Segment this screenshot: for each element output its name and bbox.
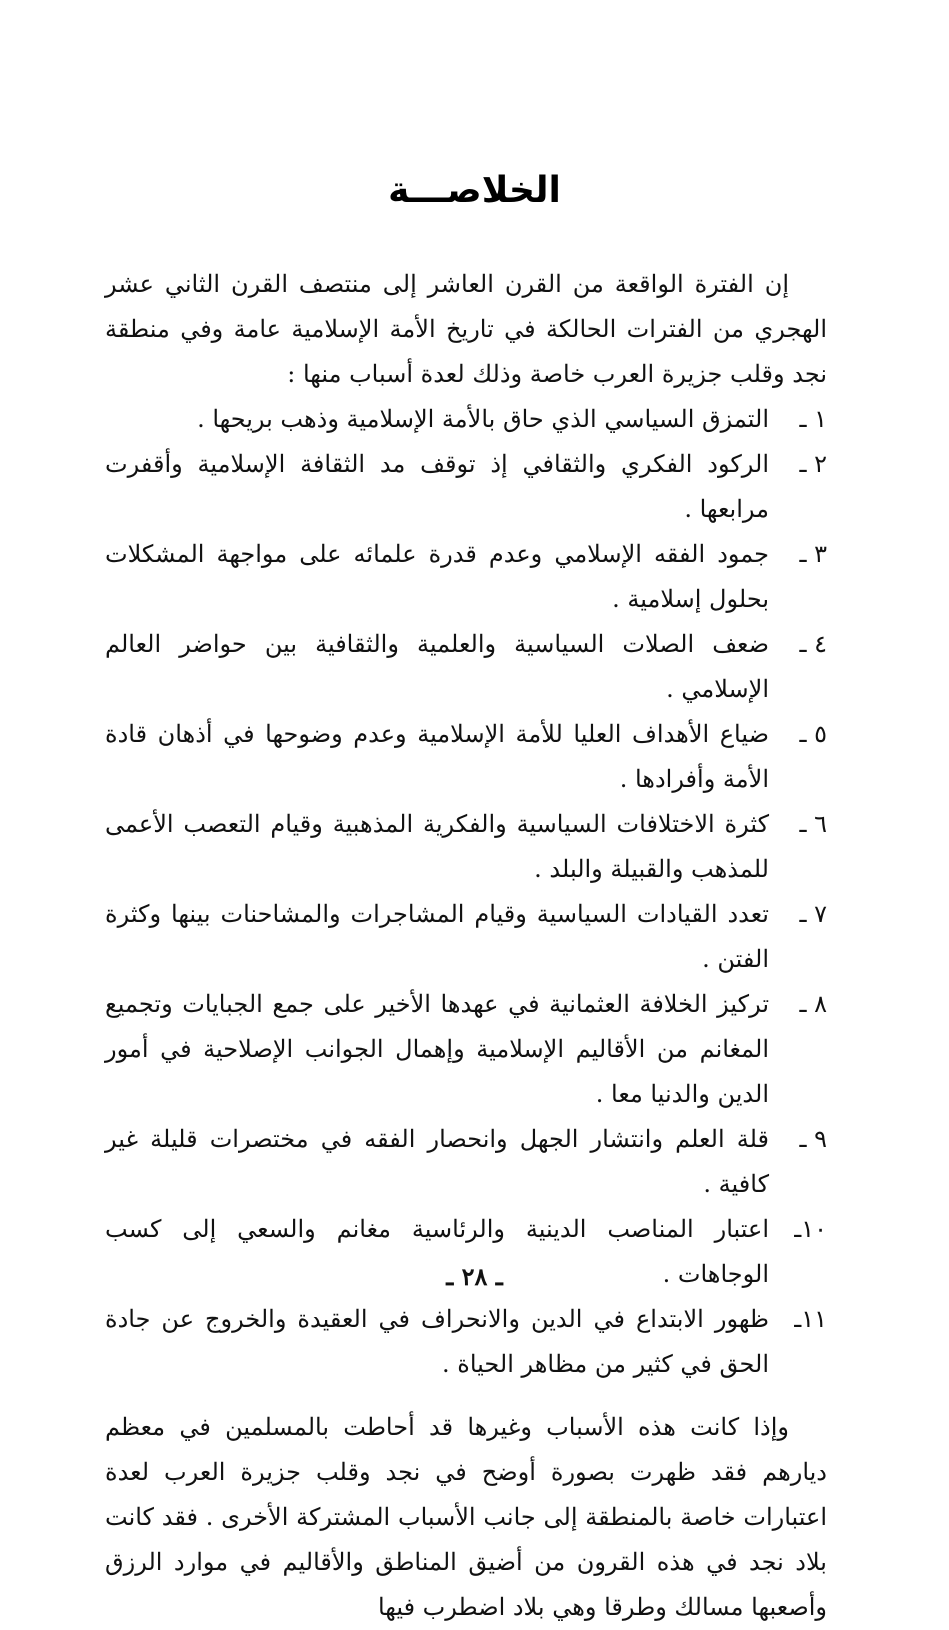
list-item xyxy=(105,622,827,712)
list-item-number: ٦ ـ xyxy=(799,810,827,838)
list-item-text: الركود الفكري والثقافي إذ توقف مد الثقافة الإسلامية وأقفرت مرابعها . xyxy=(105,450,769,523)
list-item-text: تركيز الخلافة العثمانية في عهدها الأخير على جمع الجبايات وتجميع المغانم من الأقاليم الإسلامية وإهمال الجوانب الإصلاحية في أمور الدين والدنيا معا . xyxy=(105,990,769,1108)
list-item-text: ضعف الصلات السياسية والعلمية والثقافية بين حواضر العالم الإسلامي . xyxy=(105,630,769,703)
list-item-number: ١٠ـ xyxy=(794,1215,827,1243)
list-item-text: قلة العلم وانتشار الجهل وانحصار الفقه في مختصرات قليلة غير كافية . xyxy=(105,1125,769,1198)
list-item-number: ١ ـ xyxy=(799,405,827,433)
list-item-number: ١١ـ xyxy=(794,1305,827,1333)
list-item-text: تعدد القيادات السياسية وقيام المشاجرات والمشاحنات بينها وكثرة الفتن . xyxy=(105,900,769,973)
list-item xyxy=(105,1117,827,1207)
list-item-number: ٧ ـ xyxy=(799,900,827,928)
list-item-text: ظهور الابتداع في الدين والانحراف في العقيدة والخروج عن جادة الحق في كثير من مظاهر الحياة . xyxy=(105,1305,770,1378)
causes-list xyxy=(105,397,827,1387)
list-item-number: ٥ ـ xyxy=(799,720,827,748)
page-number: ـ ٢٨ ـ xyxy=(446,1262,503,1291)
list-item-number: ٩ ـ xyxy=(799,1125,827,1153)
list-item-text: جمود الفقه الإسلامي وعدم قدرة علمائه على مواجهة المشكلات بحلول إسلامية . xyxy=(105,540,769,613)
list-item-number: ٨ ـ xyxy=(799,990,827,1018)
page-body xyxy=(105,262,827,1630)
closing-paragraph: وإذا كانت هذه الأسباب وغيرها قد أحاطت بالمسلمين في معظم ديارهم فقد ظهرت بصورة أوضح في نجد وقلب جزيرة العرب لعدة اعتبارات خاصة بالمنطقة إلى جانب الأسباب المشتركة الأخرى . فقد كانت بلاد نجد في هذه القرون من أضيق المناطق والأقاليم في موارد الرزق وأصعبها مسالك وطرقا وهي بلاد اضطرب فيها xyxy=(105,1413,827,1621)
page-title: الخلاصـــة xyxy=(388,170,561,211)
list-item-text: التمزق السياسي الذي حاق بالأمة الإسلامية وذهب بريحها . xyxy=(197,405,769,433)
list-item-number: ٣ ـ xyxy=(799,540,827,568)
list-item xyxy=(105,892,827,982)
list-item-number: ٤ ـ xyxy=(799,630,827,658)
list-item-text: كثرة الاختلافات السياسية والفكرية المذهبية وقيام التعصب الأعمى للمذهب والقبيلة والبلد . xyxy=(105,810,769,883)
list-item-text: ضياع الأهداف العليا للأمة الإسلامية وعدم وضوحها في أذهان قادة الأمة وأفرادها . xyxy=(105,720,769,793)
list-item-text: اعتبار المناصب الدينية والرئاسية مغانم والسعي إلى كسب الوجاهات . xyxy=(105,1215,769,1288)
list-item xyxy=(105,442,827,532)
intro-paragraph: إن الفترة الواقعة من القرن العاشر إلى منتصف القرن الثاني عشر الهجري من الفترات الحالكة في تاريخ الأمة الإسلامية عامة وفي منطقة نجد وقلب جزيرة العرب خاصة وذلك لعدة أسباب منها : xyxy=(105,270,827,388)
list-item xyxy=(105,802,827,892)
list-item xyxy=(105,712,827,802)
list-item xyxy=(105,532,827,622)
list-item xyxy=(105,397,827,442)
list-item xyxy=(105,982,827,1117)
list-item-number: ٢ ـ xyxy=(799,450,827,478)
